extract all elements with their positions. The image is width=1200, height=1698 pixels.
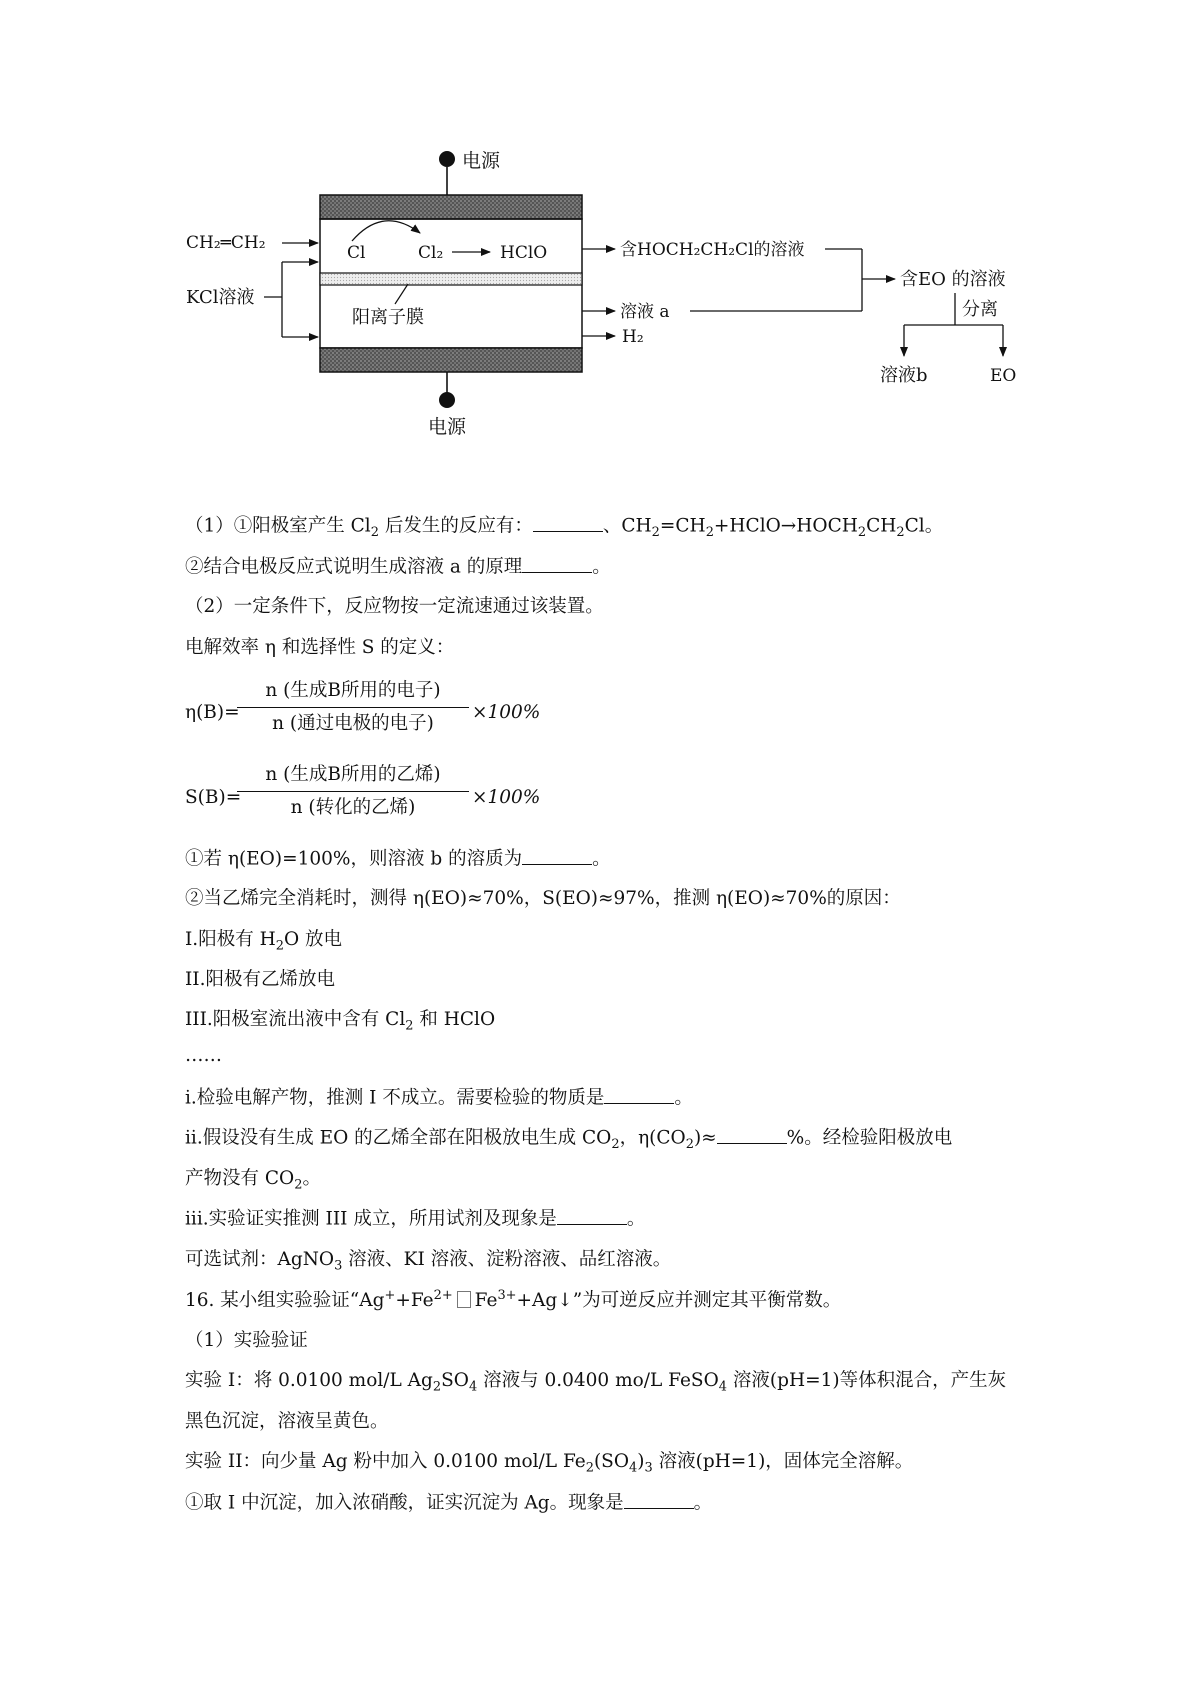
kcl-input-label: KCl溶液: [186, 287, 255, 308]
s-formula-label: S(B)=: [185, 787, 242, 808]
s-fraction: [237, 762, 469, 821]
hclo-label: HClO: [500, 243, 548, 263]
sub-question-iii: iii.实验证实推测 III 成立，所用试剂及现象是 。: [185, 1205, 645, 1234]
reason-1: I.阳极有 $H_2O$ 放电: [185, 929, 342, 954]
definition-line: 电解效率 η 和选择性 S 的定义：: [185, 637, 455, 658]
power-terminal-top: [439, 151, 455, 167]
q1-part1: （1）①阳极室产生 $Cl_2$ 后发生的反应有： 、$CH_2=CH_2+HClO\to HOCH_2CH_2Cl$。: [185, 512, 943, 541]
q2-intro: （2）一定条件下，反应物按一定流速通过该装置。: [185, 596, 604, 617]
question-16: 16. 某小组实验验证“$Ag^++Fe^{2+}$ $Fe^{3+}+Ag↓$”为可逆反应并测定其平衡常数。: [185, 1287, 842, 1311]
solution-b-label: 溶液b: [880, 365, 928, 386]
answer-blank[interactable]: [624, 1489, 694, 1509]
sub-question-ii: ii.假设没有生成 EO 的乙烯全部在阳极放电生成 $CO_2$，$\eta(CO_2)\approx$ %。经检验阳极放电: [185, 1124, 952, 1153]
answer-blank[interactable]: [717, 1124, 787, 1144]
eta-formula-label: η(B)=: [185, 702, 240, 723]
eta-numerator: n (生成B所用的电子): [265, 680, 441, 701]
electrode-top: [320, 195, 582, 219]
cation-membrane: [320, 273, 582, 285]
fraction-bar: [237, 791, 469, 792]
eta-fraction: [237, 678, 469, 737]
electrolysis-diagram: [0, 0, 1200, 440]
ethylene-input-label: CH₂═CH₂: [186, 233, 266, 253]
experiment-1: 实验 I：将 0.0100 mol/L $Ag_2SO_4$ 溶液与 0.0400 mo/L FeSO$_4$ 溶液(pH=1)等体积混合，产生灰: [185, 1370, 1007, 1395]
hoch2ch2cl-output-label: 含HOCH₂CH₂Cl的溶液: [620, 240, 805, 260]
power-terminal-bottom: [439, 392, 455, 408]
reason-2: II.阳极有乙烯放电: [185, 969, 335, 990]
ellipsis: ……: [185, 1045, 222, 1066]
membrane-label: 阳离子膜: [352, 307, 424, 328]
s-numerator: n (生成B所用的乙烯): [265, 764, 441, 785]
power-label-bottom: 电源: [428, 416, 467, 438]
sub-question-ii-cont: 产物没有 $CO_2$。: [185, 1168, 321, 1193]
sub-question-i: i.检验电解产物，推测 I 不成立。需要检验的物质是 。: [185, 1084, 693, 1113]
answer-blank[interactable]: [557, 1205, 627, 1225]
answer-blank[interactable]: [522, 553, 592, 573]
s-times-100: ×100%: [472, 787, 541, 808]
q2-part1: ①若 η(EO)=100%，则溶液 b 的溶质为 。: [185, 845, 611, 874]
electrode-bottom: [320, 348, 582, 372]
experiment-1-cont: 黑色沉淀，溶液呈黄色。: [185, 1411, 389, 1432]
eta-denominator: n (通过电极的电子): [272, 713, 434, 734]
q1-part2: ②结合电极反应式说明生成溶液 a 的原理 。: [185, 553, 611, 582]
optional-reagents: 可选试剂：AgNO$_3$ 溶液、KI 溶液、淀粉溶液、品红溶液。: [185, 1249, 672, 1274]
power-label-top: 电源: [462, 150, 501, 172]
solution-a-label: 溶液 a: [620, 302, 670, 322]
chlorine-label: Cl₂: [418, 243, 444, 263]
eta-times-100: ×100%: [472, 702, 541, 723]
equilibrium-symbol: [457, 1291, 471, 1308]
hydrogen-label: H₂: [622, 327, 644, 347]
answer-blank[interactable]: [604, 1084, 674, 1104]
eo-solution-label: 含EO 的溶液: [900, 269, 1006, 290]
q16-part1-title: （1）实验验证: [185, 1330, 308, 1351]
q16-part1-sub1: ①取 I 中沉淀，加入浓硝酸，证实沉淀为 Ag。现象是 。: [185, 1489, 712, 1518]
answer-blank[interactable]: [533, 512, 603, 532]
experiment-2: 实验 II：向少量 Ag 粉中加入 0.0100 mol/L $Fe_2(SO_4)_3$ 溶液(pH=1)，固体完全溶解。: [185, 1451, 914, 1476]
eo-product-label: EO: [990, 366, 1017, 386]
reason-3: III.阳极室流出液中含有 $Cl_2$ 和 HClO: [185, 1009, 496, 1034]
q2-part2: ②当乙烯完全消耗时，测得 η(EO)≈70%，S(EO)≈97%，推测 η(EO)≈70%的原因：: [185, 888, 901, 909]
chloride-label: Cl: [347, 243, 366, 263]
s-denominator: n (转化的乙烯): [290, 797, 416, 818]
answer-blank[interactable]: [522, 845, 592, 865]
separation-label: 分离: [962, 299, 998, 320]
fraction-bar: [237, 707, 469, 708]
